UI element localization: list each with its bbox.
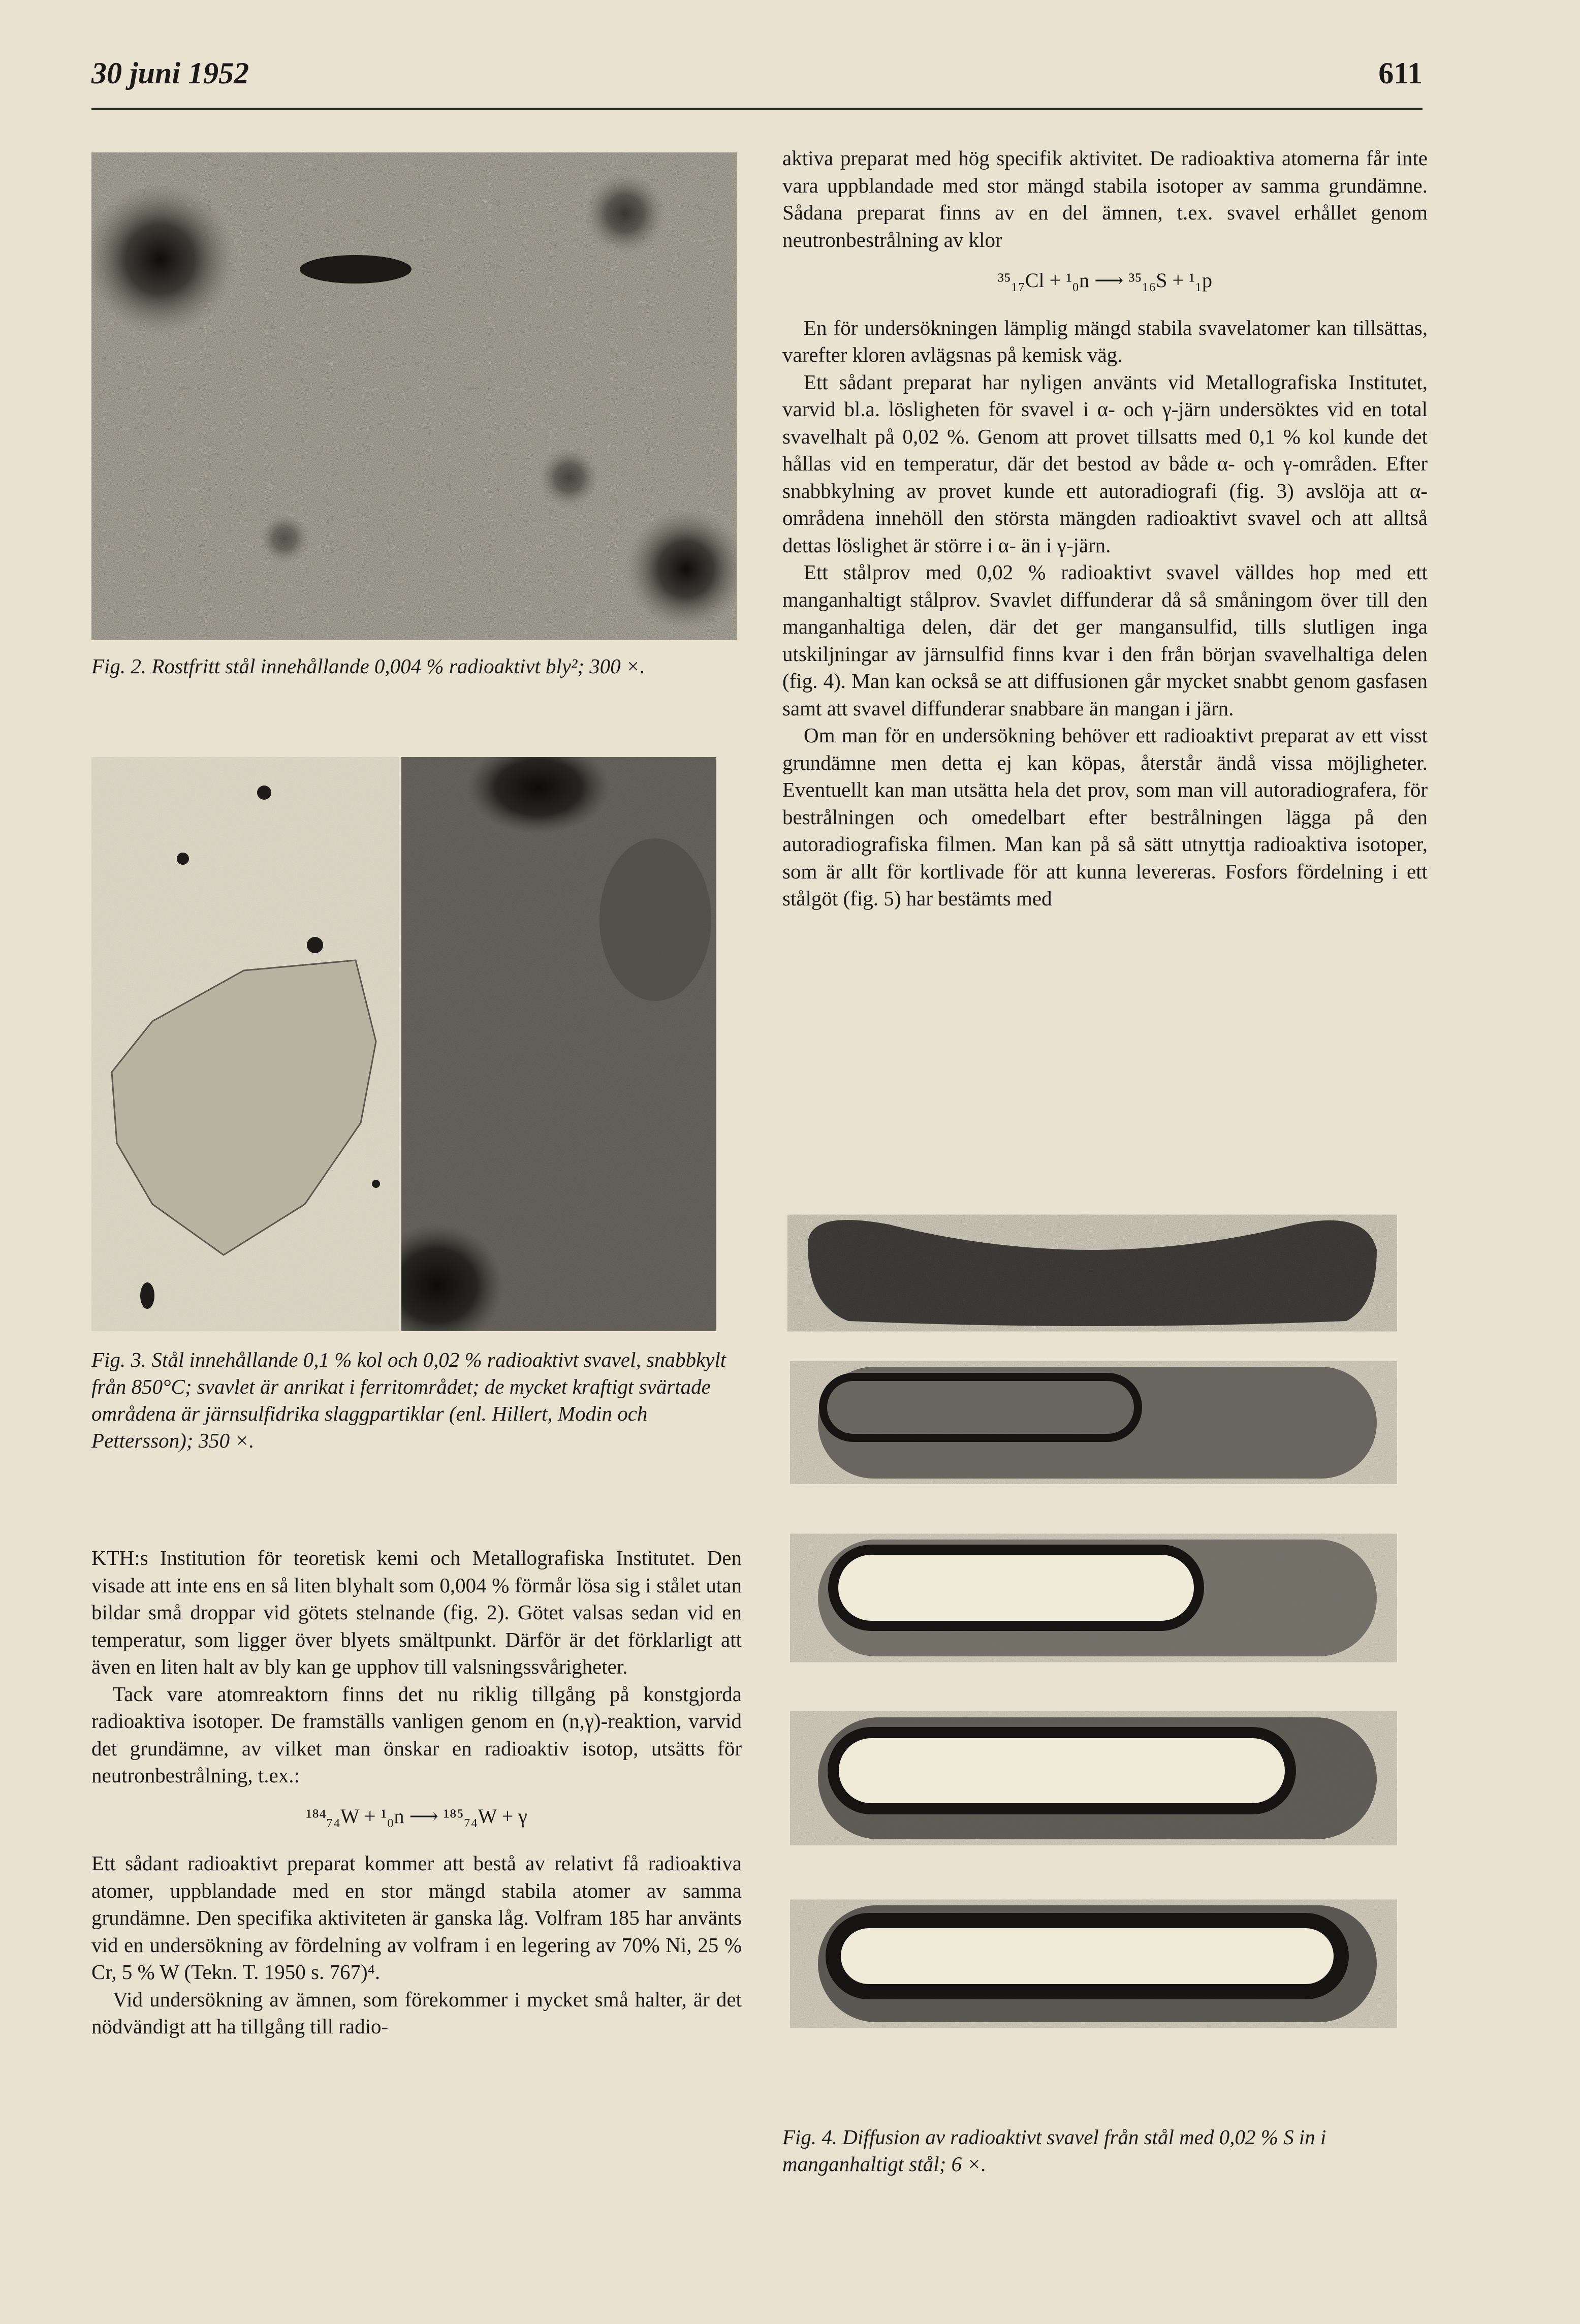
fig3-caption: Fig. 3. Stål innehållande 0,1 % kol och 0,02 % radioaktivt svavel, snabbkylt från 850°C; svavlet är anrikat i ferritområdet; de mycket kraftigt svärtade områdena är järnsulfidrika slaggpartiklar (enl. Hillert, Modin och Pettersson); 350 ×. [91, 1348, 726, 1452]
specimen-2 [818, 1367, 1377, 1479]
left-paragraph-2: Tack vare atomreaktorn finns det nu riklig tillgång på konstgjorda radioaktiva isotoper. De framställs vanligen genom en (n,γ)-reaktion, varvid det grundämne, av vilket man önskar en radioaktiv isotop, utsätts för neutronbestrålning, t.ex.: [91, 1682, 742, 1787]
specimen-3 [818, 1540, 1377, 1656]
right-paragraph-5: Om man för en undersökning behöver ett radioaktivt preparat av ett visst grundämne men detta ej kan köpas, återstår ändå vissa möjligheter. Eventuellt kan man utsätta hela det prov, som man vill autoradiografera, för bestrålningen och omedelbart efter bestrålningen lägga på den autoradiografiska filmen. Man kan på så sätt utnyttja radioaktiva isotoper, som är allt för kortlivade för att kunna levereras. Fosfors fördelning i ett stålgöt (fig. 5) har bestämts med [782, 724, 1428, 910]
right-paragraph-1: aktiva preparat med hög specifik aktivitet. De radioaktiva atomerna får inte vara uppblandade med stor mängd stabila isotoper av samma grundämne. Sådana preparat finns av en del ämnen, t.ex. svavel erhållet genom neutronbestrålning av klor [782, 146, 1428, 252]
fig2-micrograph [91, 152, 737, 640]
left-column-text [91, 1545, 742, 2040]
left-paragraph-3: Ett sådant radioaktivt preparat kommer att bestå av relativt få radioaktiva atomer, uppblandade med en stor mängd stabila atomer av samma grundämne. Den specifika aktiviteten är ganska låg. Volfram 185 har använts vid en undersökning av fördelning av volfram i en legering av 70% Ni, 25 % Cr, 5 % W (Tekn. T. 1950 s. 767)⁴. [91, 1851, 742, 1984]
fig4-diffusion-specimens [787, 1204, 1397, 2098]
left-equation: ¹⁸⁴₇₄W + ¹₀n ⟶ ¹⁸⁵₇₄W + γ [306, 1804, 527, 1828]
fig3-micrograph [91, 757, 399, 1331]
right-column-text [782, 145, 1428, 913]
page-number: 611 [1378, 56, 1423, 90]
header-rule [91, 108, 1423, 110]
right-paragraph-4: Ett stålprov med 0,02 % radioaktivt svavel välldes hop med ett manganhaltigt stålprov. Svavlet diffunderar då så småningom över till den manganhaltiga delen, där det ger mangansulfid, tills slutligen inga utskiljningar av järnsulfid finns kvar i den från början svavelhaltiga delen (fig. 4). Man kan också se att diffusionen går mycket snabbt genom gasfasen samt att svavel diffunderar snabbare än mangan i järn. [782, 560, 1428, 720]
specimen-4 [818, 1717, 1377, 1839]
right-paragraph-2: En för undersökningen lämplig mängd stabila svavelatomer kan tillsättas, varefter kloren avlägsnas på kemisk väg. [782, 316, 1428, 366]
left-paragraph-1: KTH:s Institution för teoretisk kemi och Metallografiska Institutet. Den visade att inte ens en så liten blyhalt som 0,004 % förmår lösa sig i stålet utan bildar små droppar vid götets stelnande (fig. 2). Götet valsas sedan vid en temperatur, som ligger över blyets smältpunkt. Därför är det förklarligt att även en liten halt av bly kan ge upphov till valsningssvårigheter. [91, 1546, 742, 1678]
right-paragraph-3: Ett sådant preparat har nyligen använts vid Metallografiska Institutet, varvid bl.a. lösligheten för svavel i α- och γ-järn undersöktes vid en total svavelhalt på 0,02 %. Genom att provet tillsatts med 0,1 % kol kunde det hållas vid en temperatur, där det bestod av både α- och γ-områden. Efter snabbkylning av provet kunde ett autoradiografi (fig. 3) avslöja att α-områdena innehöll den största mängden radioaktivt svavel och att alltså dettas löslighet är större i α- än i γ-järn. [782, 370, 1428, 557]
page-date: 30 juni 1952 [91, 56, 249, 90]
fig4-caption: Fig. 4. Diffusion av radioaktivt svavel från stål med 0,02 % S in i manganhaltigt stål; 6 ×. [782, 2125, 1326, 2176]
right-equation: ³⁵₁₇Cl + ¹₀n ⟶ ³⁵₁₆S + ¹₁p [997, 269, 1213, 292]
specimen-5 [818, 1905, 1377, 2022]
fig3-autoradiograph [401, 757, 716, 1331]
left-paragraph-4: Vid undersökning av ämnen, som förekommer i mycket små halter, är det nödvändigt att ha tillgång till radio- [91, 1987, 742, 2038]
fig2-caption: Fig. 2. Rostfritt stål innehållande 0,004 % radioaktivt bly²; 300 ×. [91, 654, 645, 678]
